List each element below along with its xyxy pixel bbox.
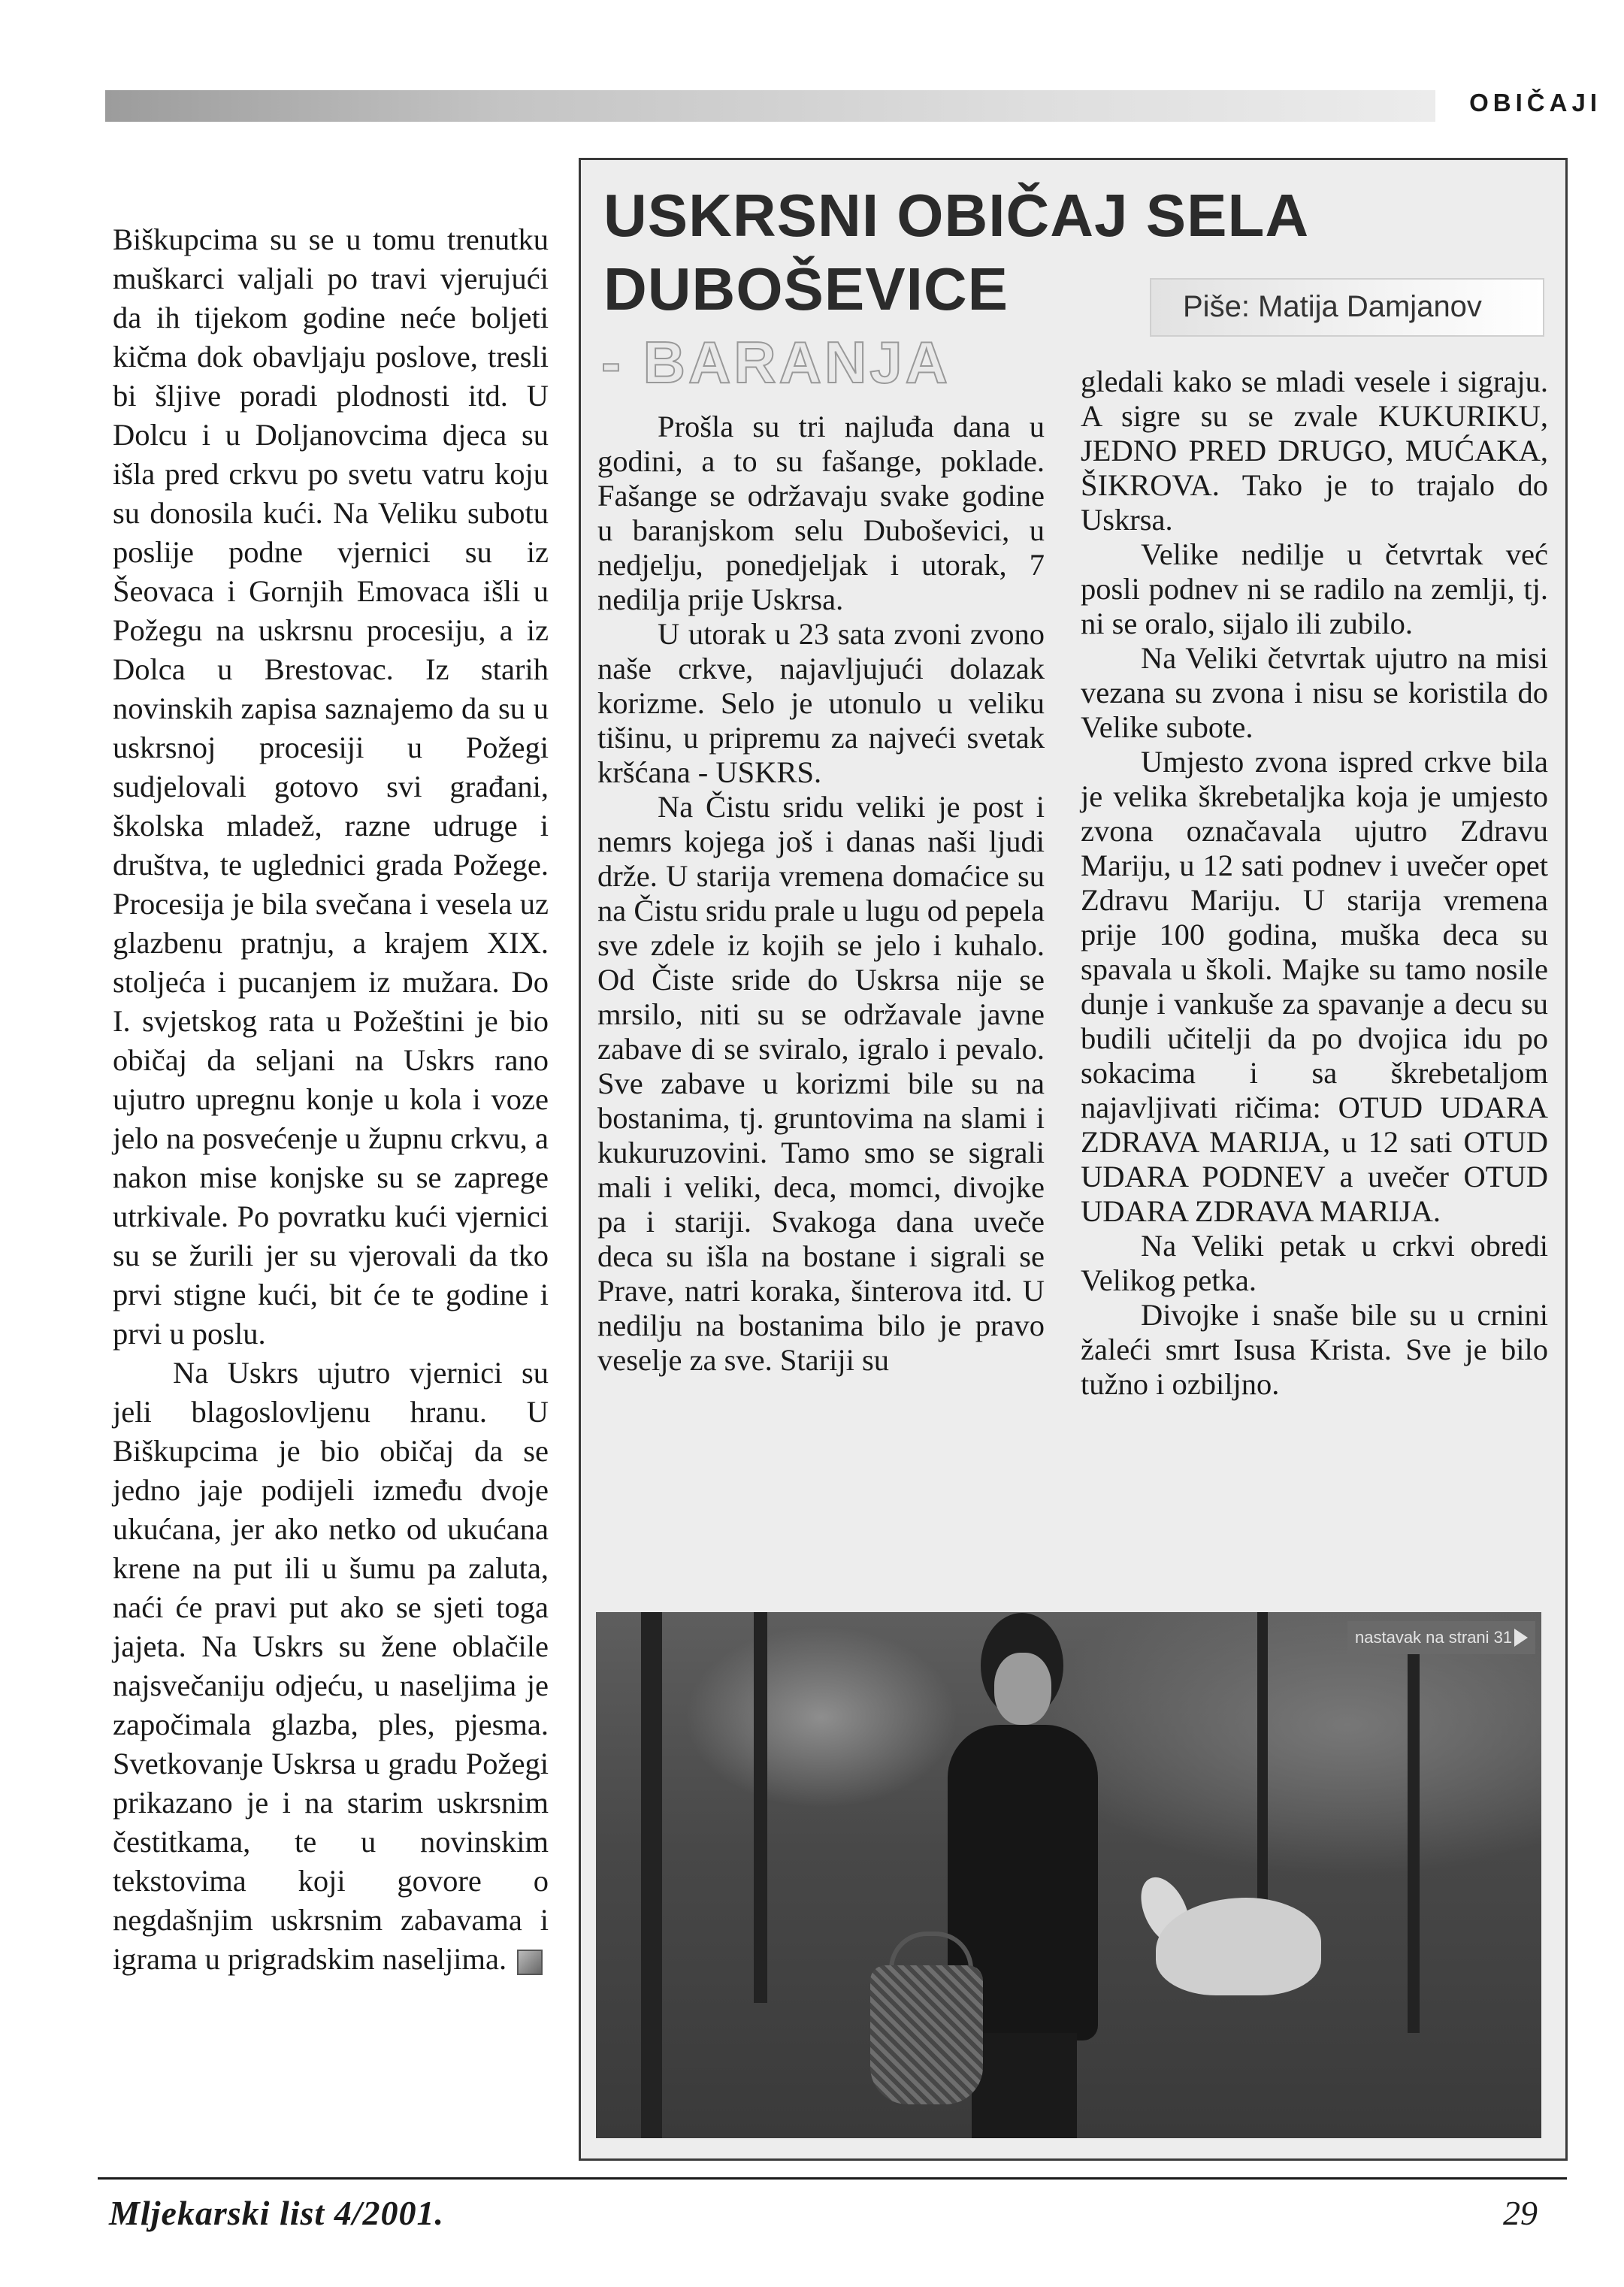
- continue-arrow-icon: [1514, 1629, 1528, 1647]
- right-paragraph-4: Umjesto zvona ispred crkve bila je velika škrebetaljka koja je umjesto zvona označavala ujutro Zdravu Mariju, u 12 sati podnev i uvečer opet Zdravu Mariju. U starija vremena prije 100 godina, muška deca su spavala u školi. Majke su tamo nosile dunje i vankuše za spavanje a decu su budili učitelji da po dvojica idu po sokacima i sa škrebetaljom najavljivati ričima: OTUD UDARA ZDRAVA MARIJA, u 12 sati OTUD UDARA PODNEV a uvečer OTUD UDARA ZDRAVA MARIJA.: [1081, 745, 1548, 1228]
- tree-trunk: [1408, 1642, 1420, 2033]
- wicker-basket: [870, 1965, 983, 2104]
- footer-rule: [98, 2177, 1567, 2180]
- right-paragraph-1: gledali kako se mladi vesele i sigraju. A sigre su se zvale KUKURIKU, JEDNO PRED DRUGO, MUĆAKA, ŠIKROVA. Tako je to trajalo do Uskrsa.: [1081, 365, 1548, 537]
- article-end-icon: [517, 1950, 543, 1975]
- section-label: OBIČAJI: [1469, 89, 1601, 116]
- right-column: [1081, 365, 1548, 1402]
- right-paragraph-5: Na Veliki petak u crkvi obredi Velikog petka.: [1081, 1229, 1548, 1297]
- right-paragraph-3: Na Veliki četvrtak ujutro na misi vezana su zvona i nisu se koristila do Velike subote.: [1081, 641, 1548, 744]
- tree-trunk: [641, 1612, 662, 2138]
- article-subtitle: - BARANJA: [601, 329, 951, 395]
- child-face: [994, 1653, 1051, 1725]
- middle-paragraph-1: Prošla su tri najluđa dana u godini, a to su fašange, poklade. Fašange se održavaju svake godine u baranjskom selu Duboševici, u nedjelju, ponedjeljak i utorak, 7 nedilja prije Uskrsa.: [597, 410, 1045, 616]
- continued-note: nastavak na strani 31: [1347, 1621, 1535, 1654]
- publication-name: Mljekarski list 4/2001.: [109, 2194, 444, 2232]
- child-legs: [972, 2033, 1077, 2138]
- tree-trunk: [754, 1612, 767, 2003]
- left-column: [113, 220, 549, 1979]
- article-photo: [596, 1612, 1541, 2138]
- right-paragraph-2: Velike nedilje u četvrtak već posli podnev ni se radilo na zemlji, tj. ni se oralo, sijalo ili zubilo.: [1081, 537, 1548, 640]
- left-paragraph-1: Biškupcima su se u tomu trenutku muškarci valjali po travi vjerujući da ih tijekom godine neće boljeti kičma dok obavljaju poslove, tresli bi šljive poradi plodnosti itd. U Dolcu i u Doljanovcima djeca su išla pred crkvu po svetu vatru koju su donosila kući. Na Veliku subotu poslije podne vjernici su iz Šeovaca i Gornjih Emovaca išli u Požegu na uskrsnu procesiju, a iz Dolca u Brestovac. Iz starih novinskih zapisa saznajemo da su u uskrsnoj procesiji u Požegi sudjelovali gotovo svi građani, školska mladež, razne udruge i društva, te uglednici grada Požege. Procesija je bila svečana i vesela uz glazbenu pratnju, a krajem XIX. stoljeća i pucanjem iz mužara. Do I. svjetskog rata u Požeštini je bio običaj da seljani na Uskrs rano ujutro upregnu konje u kola i voze jelo na posvećenje u župnu crkvu, a nakon mise konjske su se zaprege utrkivale. Po povratku kući vjernici su se žurili jer su vjerovali da tko prvi stigne kući, bit će te godine i prvi u poslu.: [113, 222, 549, 1351]
- author-byline: Piše: Matija Damjanov: [1183, 290, 1482, 323]
- article-title-line-1: USKRSNI OBIČAJ SELA: [603, 182, 1310, 249]
- middle-paragraph-3: Na Čistu sridu veliki je post i nemrs kojega još i danas naši ljudi drže. U starija vremena domaćice su na Čistu sridu prale u lugu od pepela sve zdele iz kojih se jelo i kuhalo. Od Čiste sride do Uskrsa nije se mrsilo, niti su se održavale javne zabave di se sviralo, igralo i pevalo. Sve zabave u korizmi bile su na bostanima, tj. gruntovima na slami i kukuruzovini. Tamo smo se sigrali mali i veliki, deca, momci, divojke pa i stariji. Svakoga dana uveče deca su išla na bostane i sigrali se Prave, natri koraka, šinterova itd. U nedilju na bostanima bilo je pravo veselje za sve. Stariji su: [597, 790, 1045, 1377]
- left-paragraph-2: [113, 1354, 549, 1979]
- article-title-line-2: DUBOŠEVICE: [603, 256, 1009, 322]
- header-bar: [105, 90, 1435, 122]
- left-paragraph-2-text: Na Uskrs ujutro vjernici su jeli blagoslovljenu hranu. U Biškupcima je bio običaj da se jedno jaje podijeli između dvoje ukućana, jer ako netko od ukućana krene na put ili u šumu pa zaluta, naći će pravi put ako se sjeti toga jajeta. Na Uskrs su žene oblačile najsvečaniju odjeću, u naseljima je započimala glazba, ples, pjesma. Svetkovanje Uskrsa u gradu Požegi prikazano je i na starim uskrsnim čestitkama, te u novinskim tekstovima koji govore o negdašnjim uskrsnim zabavama i igrama u prigradskim naseljima.: [113, 1356, 549, 1976]
- page-number: 29: [1503, 2194, 1538, 2232]
- middle-column: [597, 410, 1045, 1378]
- right-paragraph-6: Divojke i snaše bile su u crnini žaleći smrt Isusa Krista. Sve je bilo tužno i ozbiljno.: [1081, 1298, 1548, 1401]
- middle-paragraph-2: U utorak u 23 sata zvoni zvono naše crkve, najavljujući dolazak korizme. Selo je utonulo u veliku tišinu, u pripremu za najveći svetak kršćana - USKRS.: [597, 617, 1045, 789]
